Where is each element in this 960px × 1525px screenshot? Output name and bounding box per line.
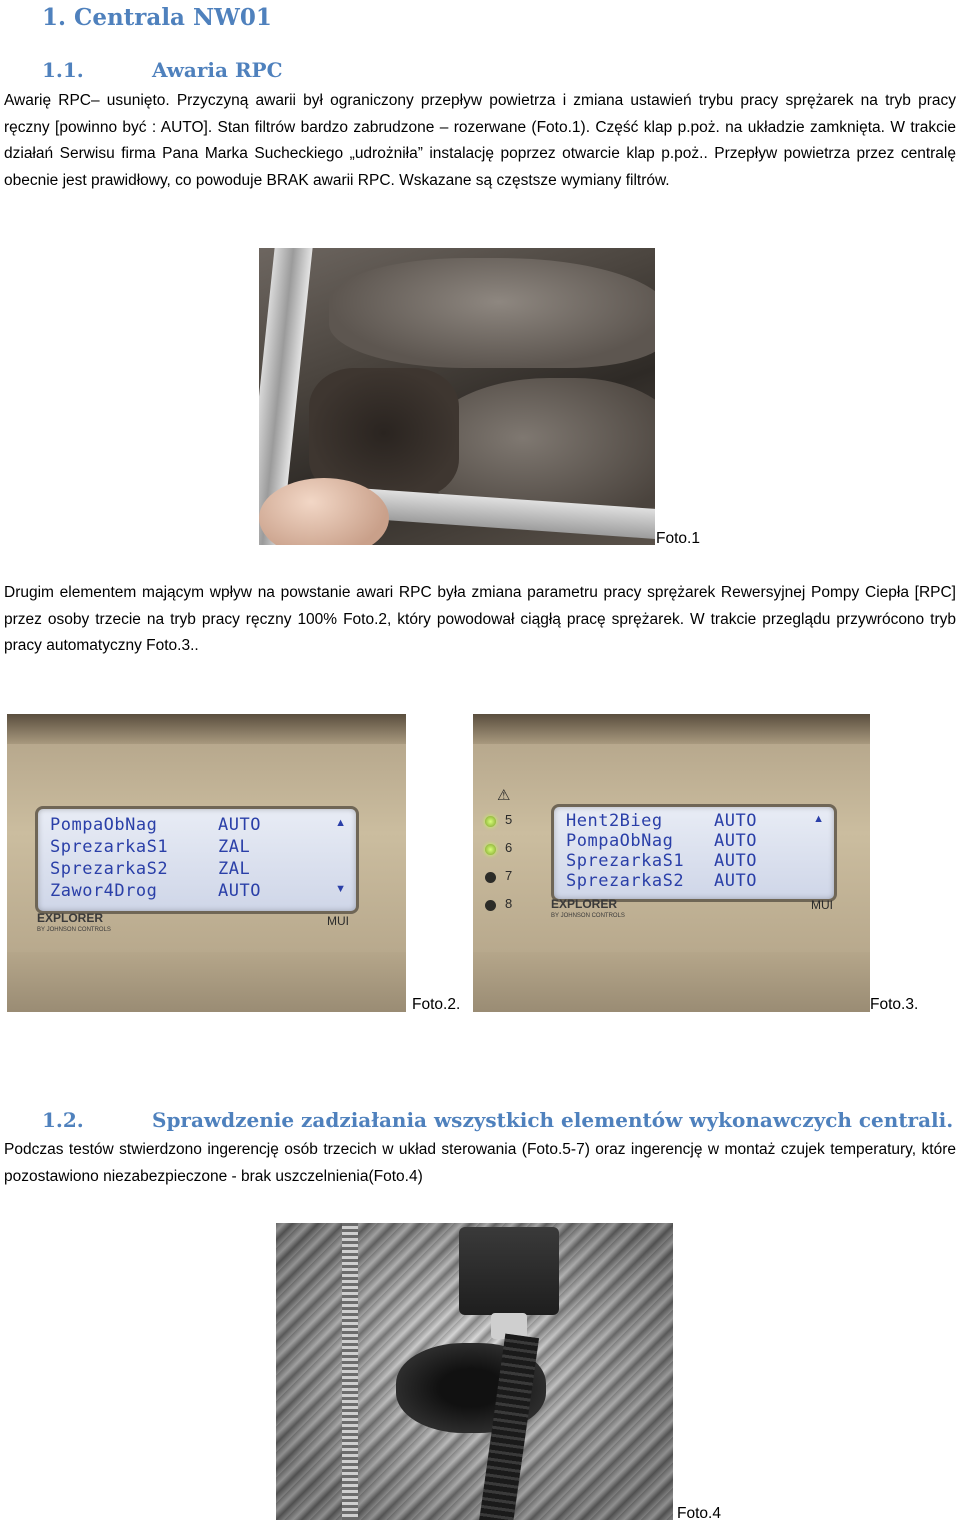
lcd-display	[551, 804, 837, 902]
scroll-up-arrow-icon: ▲	[335, 817, 346, 829]
led-number: 8	[505, 896, 513, 911]
brand-logo: EXPLORER BY JOHNSON CONTROLS	[37, 911, 111, 933]
lcd-value: AUTO	[714, 811, 757, 831]
paragraph-actuators-check: Podczas testów stwierdzono ingerencję osób trzecich w układ sterowania (Foto.5-7) oraz ingerencję w montaż czujek temperatury, które pozostawiono niezabezpieczone - brak uszczelnienia(Foto.4)	[4, 1141, 956, 1185]
lcd-label: SprezarkaS1	[50, 837, 169, 857]
led-number: 6	[505, 840, 513, 855]
lcd-label: SprezarkaS2	[50, 859, 169, 879]
scroll-down-arrow-icon: ▼	[335, 883, 346, 895]
brand-logo: EXPLORER BY JOHNSON CONTROLS	[551, 897, 625, 919]
lcd-label: PompaObNag	[566, 831, 674, 851]
section-number: 1.1.	[42, 58, 84, 82]
lcd-value: AUTO	[218, 881, 261, 901]
mui-label: MUI	[811, 898, 833, 912]
led-indicator-icon	[485, 900, 496, 911]
mui-label: MUI	[327, 914, 349, 928]
lcd-label: SprezarkaS2	[566, 871, 685, 891]
led-number: 7	[505, 868, 513, 883]
photo-temperature-sensor	[276, 1223, 673, 1520]
led-number: 5	[505, 812, 513, 827]
lcd-label: Zawor4Drog	[50, 881, 158, 901]
section-heading-1-2	[42, 1108, 953, 1132]
lcd-value: AUTO	[714, 871, 757, 891]
lcd-value: AUTO	[714, 851, 757, 871]
lcd-label: PompaObNag	[50, 815, 158, 835]
lcd-display	[35, 806, 359, 914]
led-indicator-icon	[485, 872, 496, 883]
lcd-value: AUTO	[714, 831, 757, 851]
led-indicator-icon	[485, 844, 496, 855]
caption-foto3: Foto.3.	[870, 996, 919, 1013]
photo-controller-auto	[473, 714, 870, 1012]
caption-foto1: Foto.1	[656, 530, 700, 547]
lcd-value: ZAL	[218, 837, 251, 857]
scroll-up-arrow-icon: ▲	[813, 813, 824, 825]
photo-controller-manual	[7, 714, 406, 1012]
lcd-label: SprezarkaS1	[566, 851, 685, 871]
caption-foto4: Foto.4	[677, 1505, 721, 1522]
led-column	[481, 810, 541, 922]
paragraph-rpc-failure: Awarię RPC– usunięto. Przyczyną awarii był ograniczony przepływ powietrza i zmiana ustawień trybu pracy sprężarek na tryb pracy ręczny [powinno być : AUTO]. Stan filtrów bardzo zabrudzone – rozerwane (Foto.1). Część klap p.poż. na układzie zamknięta. W trakcie działań Serwisu firma Pana Marka Sucheckiego „udrożniła” instalację poprzez otwarcie klap p.poż.. Przepływ powietrza przez centralę obecnie jest prawidłowy, co powoduje BRAK awarii RPC. Wskazane są częstsze wymiany filtrów.	[4, 92, 956, 189]
photo-dirty-filter	[259, 248, 655, 545]
section-title: Sprawdzenie zadziałania wszystkich elementów wykonawczych centrali.	[152, 1108, 954, 1132]
section-heading-1: 1. Centrala NW01	[42, 4, 272, 31]
caption-foto2: Foto.2.	[412, 996, 461, 1013]
warning-triangle-icon: ⚠	[497, 787, 511, 804]
lcd-value: ZAL	[218, 859, 251, 879]
section-heading-1-1	[42, 58, 283, 82]
section-title: Awaria RPC	[152, 58, 283, 82]
lcd-label: Hent2Bieg	[566, 811, 663, 831]
section-number: 1.2.	[42, 1108, 84, 1132]
led-indicator-icon	[485, 816, 496, 827]
lcd-value: AUTO	[218, 815, 261, 835]
paragraph-compressor-mode: Drugim elementem mającym wpływ na powstanie awari RPC była zmiana parametru pracy sprężarek Rewersyjnej Pompy Ciepła [RPC] przez osoby trzecie na tryb pracy ręczny 100% Foto.2, który powodował ciągłą pracę sprężarek. W trakcie przeglądu przywrócono tryb pracy automatyczny Foto.3..	[4, 584, 956, 654]
